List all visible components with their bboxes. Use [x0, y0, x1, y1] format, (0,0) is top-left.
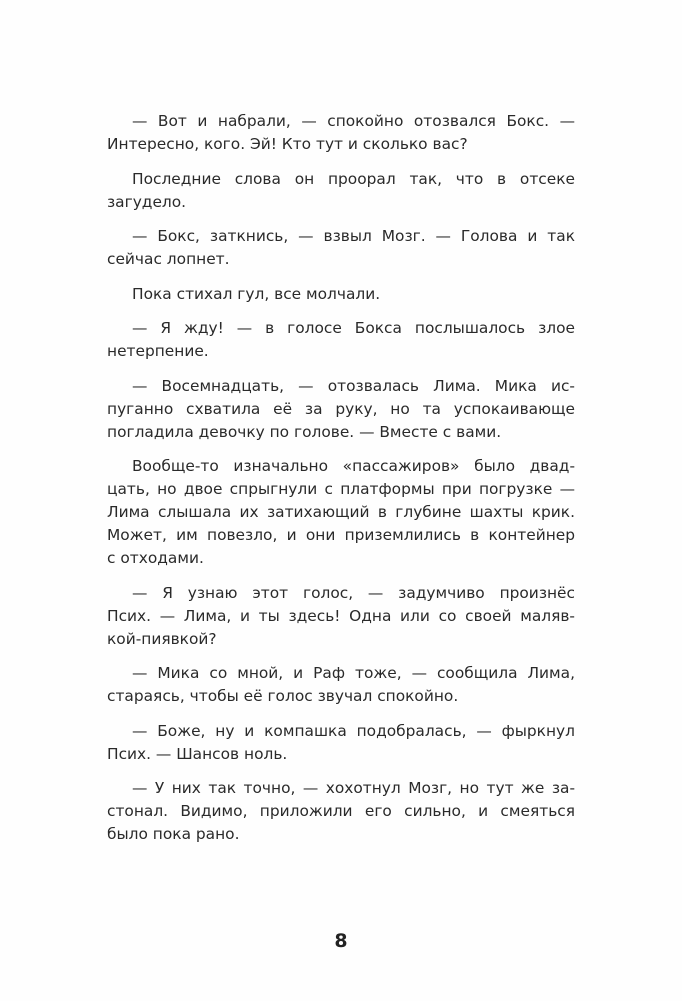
text-line: — Мика со мной, и Раф тоже, — сообщила Лима,	[132, 664, 575, 682]
text-line: пуганно схватила её за руку, но та успокаивающе	[107, 399, 575, 418]
paragraph	[107, 110, 575, 156]
text-line: Может, им повезло, и они приземлились в контейнер	[107, 526, 575, 544]
text-line: загудело.	[107, 192, 187, 211]
text-line: погладила девочку по голове. — Вместе с вами.	[107, 422, 502, 441]
text-line: Псих. — Лима, и ты здесь! Одна или со своей маляв-	[107, 606, 575, 625]
text-line: Последние слова он проорал так, что в отсеке	[132, 169, 575, 188]
text-line: цать, но двое спрыгнули с платформы при погрузке —	[107, 480, 575, 498]
paragraph	[107, 720, 575, 766]
paragraph	[107, 168, 575, 214]
paragraph	[107, 582, 575, 651]
text-line: Интересно, кого. Эй! Кто тут и сколько вас?	[107, 135, 468, 153]
text-line: Пока стихал гул, все молчали.	[132, 284, 381, 303]
paragraph	[107, 317, 575, 363]
text-line: — Вот и набрали, — спокойно отозвался Бокс. —	[132, 112, 575, 130]
text-line: Лима слышала их затихающий в глубине шахты крик.	[107, 503, 575, 521]
page-number: 8	[334, 930, 348, 952]
text-line: стонал. Видимо, приложили его сильно, и смеяться	[107, 802, 575, 820]
paragraph	[107, 455, 575, 570]
text-line: Вообще-то изначально «пассажиров» было двад-	[132, 457, 575, 475]
text-line: было пока рано.	[107, 825, 240, 843]
text-line: сейчас лопнет.	[107, 250, 230, 268]
text-line: — Я жду! — в голосе Бокса послышалось злое	[132, 319, 575, 337]
paragraph	[107, 662, 575, 708]
paragraph	[107, 225, 575, 271]
text-line: — Восемнадцать, — отозвалась Лима. Мика ис-	[132, 376, 575, 395]
body-text	[107, 110, 575, 858]
text-line: Псих. — Шансов ноль.	[107, 744, 288, 763]
text-line: стараясь, чтобы её голос звучал спокойно.	[107, 687, 459, 705]
text-line: кой-пиявкой?	[107, 629, 217, 648]
paragraph	[107, 375, 575, 444]
text-line: — Боже, ну и компашка подобралась, — фыркнул	[132, 721, 575, 740]
paragraph	[107, 283, 575, 306]
text-line: с отходами.	[107, 549, 204, 567]
text-line: нетерпение.	[107, 342, 209, 360]
paragraph	[107, 777, 575, 846]
text-line: — Бокс, заткнись, — взвыл Мозг. — Голова и так	[132, 227, 575, 245]
text-line: — У них так точно, — хохотнул Мозг, но тут же за-	[132, 779, 575, 797]
text-line: — Я узнаю этот голос, — задумчиво произнёс	[132, 583, 575, 602]
